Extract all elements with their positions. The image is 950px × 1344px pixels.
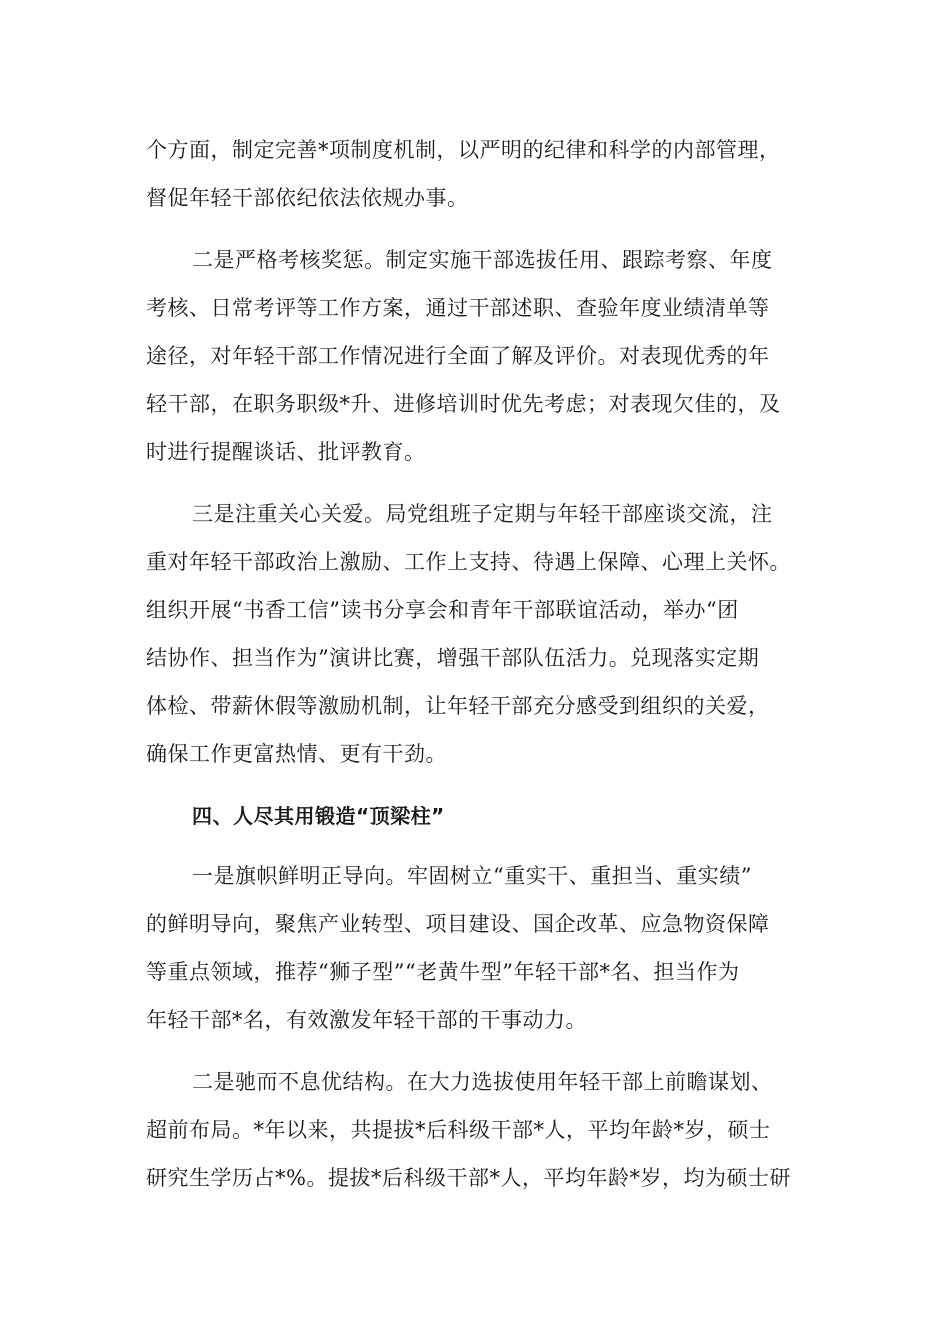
text-line: 体检、带薪休假等激励机制，让年轻干部充分感受到组织的关爱， xyxy=(146,694,770,718)
paragraph-structure xyxy=(146,1058,806,1202)
text-line: 轻干部，在职务职级*升、进修培训时优先考虑；对表现欠佳的，及 xyxy=(146,392,781,416)
text-line: 二是严格考核奖惩。制定实施干部选拔任用、跟踪考察、年度 xyxy=(192,248,773,272)
text-line: 时进行提醒谈话、批评教育。 xyxy=(146,440,426,464)
text-line: 途径，对年轻干部工作情况进行全面了解及评价。对表现优秀的年 xyxy=(146,344,770,368)
section-heading: 四、人尽其用锻造“顶梁柱” xyxy=(192,804,445,828)
text-line: 个方面，制定完善*项制度机制，以严明的纪律和科学的内部管理， xyxy=(146,138,781,162)
text-line: 二是驰而不息优结构。在大力选拔使用年轻干部上前瞻谋划、 xyxy=(192,1070,773,1094)
text-line: 结协作、担当作为”演讲比赛，增强干部队伍活力。兑现落实定期 xyxy=(146,646,760,670)
text-line: 组织开展“书香工信”读书分享会和青年干部联谊活动，举办“团 xyxy=(146,598,739,622)
text-line: 等重点领域，推荐“狮子型”“老黄牛型”年轻干部*名、担当作为 xyxy=(146,960,740,984)
text-line: 督促年轻干部依纪依法依规办事。 xyxy=(146,186,469,210)
text-line: 考核、日常考评等工作方案，通过干部述职、查验年度业绩清单等 xyxy=(146,296,770,320)
paragraph-strict-assessment xyxy=(146,236,806,476)
text-line: 的鲜明导向，聚焦产业转型、项目建设、国企改革、应急物资保障 xyxy=(146,912,770,936)
paragraph-continuation xyxy=(146,126,806,222)
text-line: 年轻干部*名，有效激发年轻干部的干事动力。 xyxy=(146,1008,587,1032)
text-line: 三是注重关心关爱。局党组班子定期与年轻干部座谈交流，注 xyxy=(192,502,773,526)
text-line: 超前布局。*年以来，共提拔*后科级干部*人，平均年龄*岁，硕士 xyxy=(146,1118,771,1142)
paragraph-care xyxy=(146,490,806,778)
paragraph-orientation xyxy=(146,852,806,1044)
text-line: 确保工作更富热情、更有干劲。 xyxy=(146,742,447,766)
text-line: 一是旗帜鲜明正导向。牢固树立“重实干、重担当、重实绩” xyxy=(192,864,752,888)
document-body xyxy=(146,126,806,1216)
text-line: 重对年轻干部政治上激励、工作上支持、待遇上保障、心理上关怀。 xyxy=(146,550,791,574)
text-line: 研究生学历占*%。提拔*后科级干部*人，平均年龄*岁，均为硕士研 xyxy=(146,1166,791,1190)
